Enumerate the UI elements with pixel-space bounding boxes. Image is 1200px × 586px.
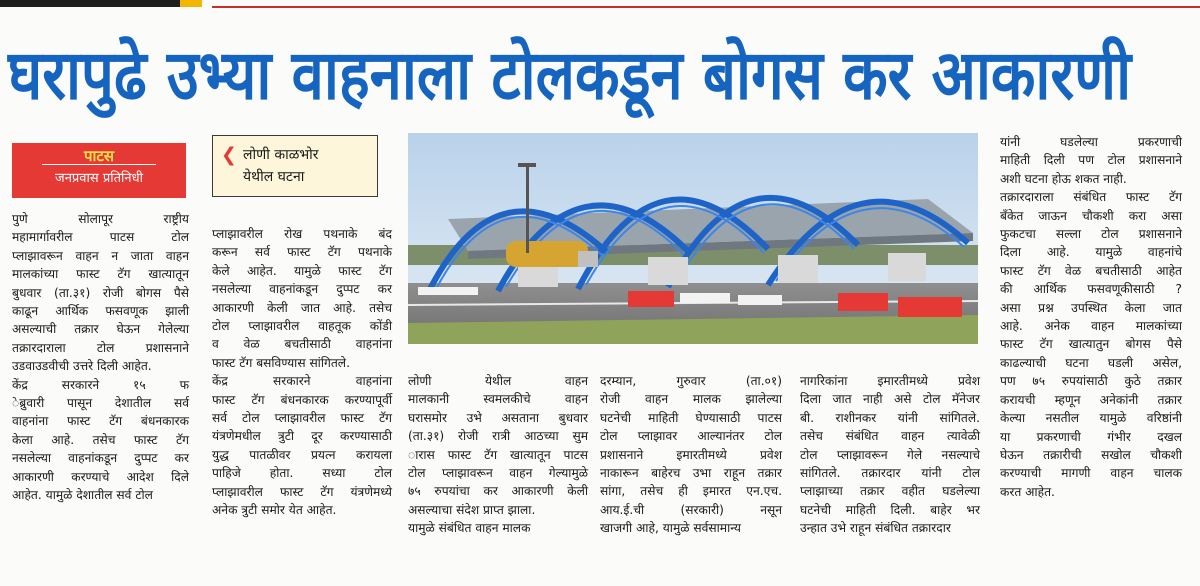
headline: घरापुढे उभ्या वाहनाला टोलकडून बोगस कर आकारणी	[8, 34, 1132, 116]
dateline-line2: येथील घटना	[243, 169, 305, 185]
article-line: अनेक त्रुटी समोर येत आहेत.	[212, 503, 337, 518]
article-line: (ता.३१) रोजी रात्री आठच्या सुम	[408, 429, 588, 444]
article-column-6	[1000, 133, 1182, 501]
article-line: आहेत. यामुळे देशातील सर्व टोल	[12, 488, 153, 503]
article-line: सर्व टोल प्लाझावरील फास्ट टॅग	[212, 411, 392, 426]
article-line: करत आहेत.	[1000, 484, 1055, 499]
article-line: की आर्थिक फसवणूकीसाठी ?	[1000, 282, 1182, 297]
article-line: आकारणी करण्याचे आदेश दिले	[12, 469, 189, 484]
article-line: आय.ई.ची (सरकारी) नसून	[600, 502, 782, 517]
article-line: यंत्रणेमधील त्रुटी दूर करण्यासाठी	[212, 429, 392, 444]
article-line: असल्याचा संदेश प्राप्त झाला.	[408, 502, 536, 517]
article-line: नसलेल्या वाहनांकडून दुप्पट कर	[12, 451, 189, 466]
article-line: ७५ रुपयांचा कर आकारणी केली	[408, 484, 588, 499]
article-line: मालकांच्या फास्ट टॅग खात्यातून	[12, 267, 189, 282]
toll-plaza-photo	[408, 133, 978, 344]
corner-mark	[0, 0, 190, 7]
article-line: फास्ट टॅग खात्यातुन बोगस पैसे	[1000, 337, 1182, 352]
article-line: या प्रकरणाची गंभीर दखल	[1000, 429, 1182, 444]
article-line: बँकेत जाऊन चौकशी करा असा	[1000, 208, 1182, 223]
article-line: घरासमोर उभे असताना बुधवार	[408, 410, 588, 425]
article-line: करायची म्हणून अनेकांनी तक्रार	[1000, 392, 1182, 407]
article-line: टोल प्लाझावरून वाहन गेल्यामुळे	[408, 466, 588, 481]
article-line: यांनी घडलेल्या प्रकरणाची	[1000, 135, 1182, 149]
article-line: केंद्र सरकारने १५ फ	[12, 377, 189, 392]
article-line: केल्या नसतील यामुळे वरिष्ठांनी	[1000, 411, 1182, 426]
article-line: युद्ध पातळीवर प्रयत्न करायला	[212, 447, 392, 462]
article-line: घटनेची माहिती घेण्यासाठी पाटस	[600, 410, 782, 425]
article-line: बुधवार (ता.३१) रोजी बोगस पैसे	[12, 285, 189, 300]
article-line: करून सर्व फास्ट टॅग पथनाके	[212, 245, 392, 260]
article-line: माहिती दिली पण टोल प्रशासनाने	[1000, 153, 1182, 168]
article-line: वाहनांना फास्ट टॅग बंधनकारक	[12, 414, 189, 429]
article-line: प्लाझाच्या तक्रार वहीत घडलेल्या	[800, 484, 980, 499]
article-line: प्रशासनाने इमारतीमध्ये प्रवेश	[600, 447, 782, 462]
article-line: उन्हात उभे राहून संबंधित तक्रारदार	[800, 521, 951, 536]
article-line: फास्ट टॅग बसविण्यास सांगितले.	[212, 355, 350, 370]
article-line: पुणे सोलापूर राष्ट्रीय	[12, 212, 189, 226]
article-line: महामार्गावरील पाटस टोल	[12, 230, 189, 245]
byline-reporter: जनप्रवास प्रतिनिधी	[55, 171, 143, 186]
article-column-3	[408, 372, 588, 538]
article-line: दरम्यान, गुरुवार (ता.०१)	[600, 374, 782, 388]
article-line: मालकानी स्वमलकीचे वाहन	[408, 392, 588, 407]
article-line: प्लाझावरील फास्ट टॅग यंत्रणेमध्ये	[212, 484, 392, 499]
article-line: उडवाउडवीची उत्तरे दिली आहेत.	[12, 359, 152, 374]
article-line: अशी घटना होऊ शकत नाही.	[1000, 171, 1127, 186]
article-line: केंद्र सरकारने वाहनांना	[212, 374, 392, 389]
article-line: तक्रारदाराला टोल प्रशासनाने	[12, 340, 189, 355]
article-line: असा प्रश्न उपस्थित केला जात	[1000, 300, 1182, 315]
article-line: घेऊन तक्रारीची सखोल चौकशी	[1000, 447, 1182, 462]
article-line: नागरिकांना इमारतीमध्ये प्रवेश	[800, 374, 980, 388]
article-line: नाकारून बाहेरच उभा राहून तक्रार	[600, 466, 782, 481]
article-line: केले आहेत. यामुळे फास्ट टॅग	[212, 263, 392, 278]
top-rule	[212, 6, 1200, 8]
article-line: ेब्रुवारी पासून देशातील सर्व	[12, 396, 189, 411]
article-column-1	[12, 210, 189, 505]
article-line: असल्याची तक्रार घेऊन गेलेल्या	[12, 322, 189, 337]
byline-place: पाटस	[83, 147, 115, 165]
article-line: व वेळ बचतीसाठी वाहनांना	[212, 337, 392, 352]
article-line: तक्रारदाराला संबंधित फास्ट टॅग	[1000, 190, 1182, 205]
article-line: यामुळे संबंधित वाहन मालक	[408, 521, 531, 536]
byline-place-wrap	[42, 143, 156, 165]
chevron-left-icon: ❮	[221, 144, 237, 166]
article-line: सांगा, तसेच ही इमारत एन.एच.	[600, 484, 782, 499]
dateline-line1: लोणी काळभोर	[243, 147, 319, 163]
article-line: लोणी येथील वाहन	[408, 374, 588, 388]
article-line: आहे. अनेक वाहन मालकांच्या	[1000, 319, 1182, 334]
dateline-box	[212, 135, 378, 197]
article-line: करण्याची मागणी वाहन चालक	[1000, 466, 1182, 481]
article-line: सांगितले. तक्रारदार यांनी टोल	[800, 466, 980, 481]
article-line: केला आहे. तसेच फास्ट टॅग	[12, 432, 189, 447]
article-line: नसलेल्या वाहनांकडून दुप्पट कर	[212, 282, 392, 297]
article-column-2	[212, 225, 392, 520]
article-line: पण ७५ रुपयांसाठी कुठे तक्रार	[1000, 374, 1182, 389]
article-line: रोजी वाहन मालक झालेल्या	[600, 392, 782, 407]
article-line: काढल्याची घटना घडली असेल,	[1000, 355, 1182, 370]
article-column-4	[600, 372, 782, 538]
article-line: फुकटचा सल्ला टोल प्रशासनाने	[1000, 227, 1182, 242]
article-line: टोल प्लाझावरील वाहतूक कोंडी	[212, 319, 392, 334]
article-line: दिला आहे. यामुळे वाहनांचे	[1000, 245, 1182, 260]
article-line: आकारणी केली जात आहे. तसेच	[212, 300, 392, 315]
article-column-5	[800, 372, 980, 538]
article-line: पाहिजे होता. सध्या टोल	[212, 466, 392, 481]
article-line: प्लाझावरील रोख पथनाके बंद	[212, 227, 392, 241]
article-line: फास्ट टॅग बंधनकारक करण्यापूर्वी	[212, 392, 392, 407]
article-line: तसेच संबंधित वाहन त्यावेळी	[800, 429, 980, 444]
dateline-text	[243, 144, 319, 188]
article-line: दिला जात नाही असे टोल मॅनेजर	[800, 392, 980, 407]
article-line: घटनेची माहिती दिली. बाहेर भर	[800, 502, 980, 517]
byline-box	[12, 143, 186, 198]
toll-plaza-illustration	[408, 133, 978, 344]
article-line: बी. राशीनकर यांनी सांगितले.	[800, 410, 980, 425]
article-line: ारास फास्ट टॅग खात्यातून पाटस	[408, 447, 588, 462]
article-line: फास्ट टॅग वेळ बचतीसाठी आहेत	[1000, 263, 1182, 278]
article-line: काढून आर्थिक फसवणूक झाली	[12, 304, 189, 319]
article-line: टोल प्लाझावरून गेले नसल्याचे	[800, 447, 980, 462]
article-line: प्लाझावरून वाहन न जाता वाहन	[12, 248, 189, 263]
article-line: खाजगी आहे, यामुळे सर्वसामान्य	[600, 521, 741, 536]
article-line: टोल प्लाझावर आल्यानंतर टोल	[600, 429, 782, 444]
